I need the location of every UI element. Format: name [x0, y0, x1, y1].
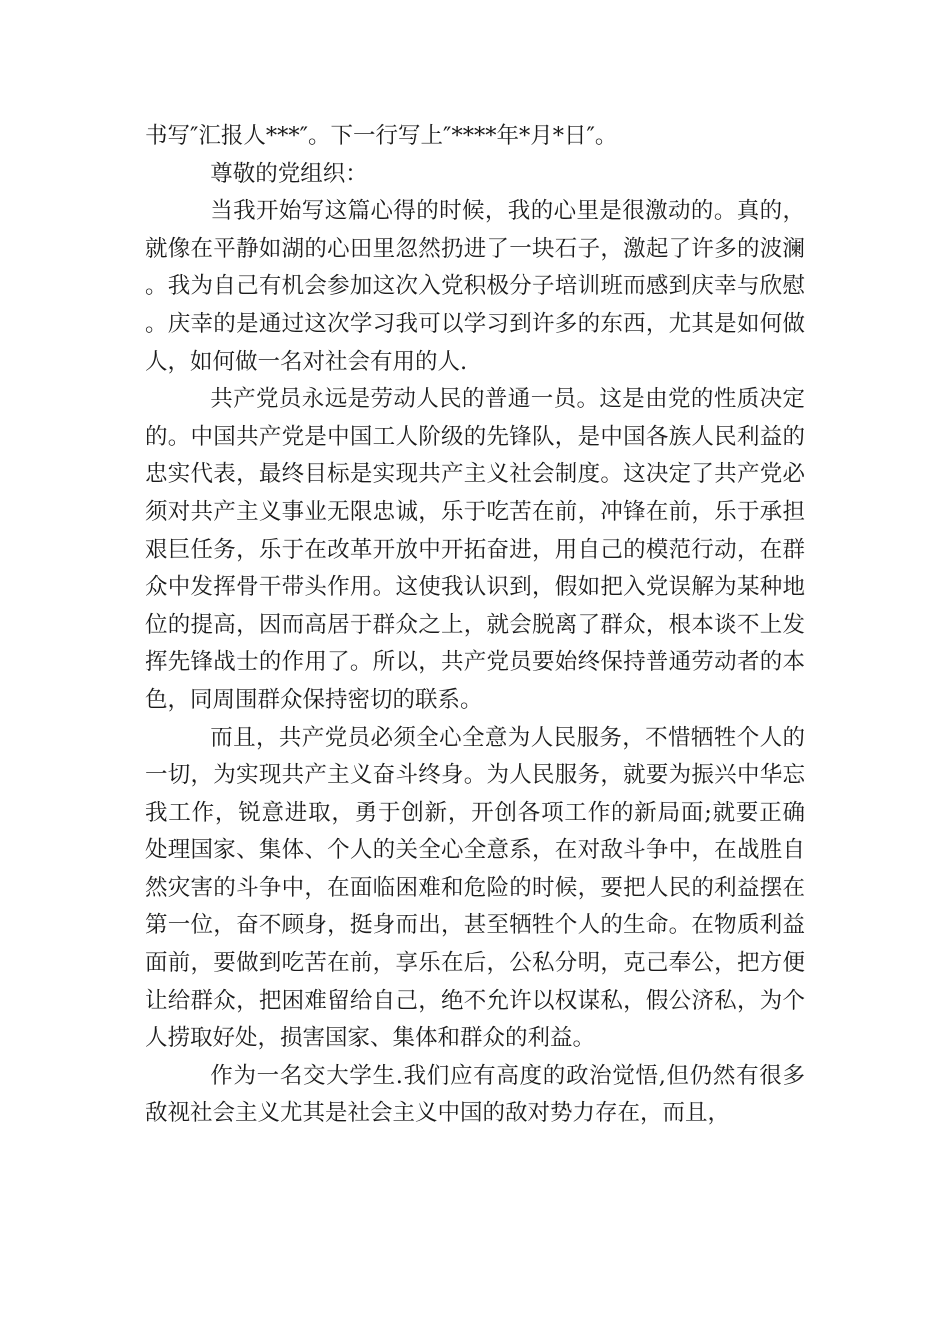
paragraph-intro: 当我开始写这篇心得的时候，我的心里是很激动的。真的，就像在平静如湖的心田里忽然扔进了一块石子，激起了许多的波澜。我为自己有机会参加这次入党积极分子培训班而感到庆幸与欣慰。庆幸的是通过这次学习我可以学习到许多的东西，尤其是如何做人，如何做一名对社会有用的人.: [145, 198, 805, 375]
paragraph-student-awareness: 作为一名交大学生.我们应有高度的政治觉悟,但仍然有很多敌视社会主义尤其是社会主义中国的敌对势力存在，而且，: [145, 1062, 805, 1127]
salutation: 尊敬的党组织：: [210, 160, 368, 187]
paragraph-heading-note: 书写″汇报人***″。下一行写上″****年*月*日″。: [145, 123, 618, 149]
paragraph-serve-the-people: 而且，共产党员必须全心全意为人民服务，不惜牺牲个人的一切，为实现共产主义奋斗终身。为人民服务，就要为振兴中华忘我工作，锐意进取，勇于创新，开创各项工作的新局面;就要正确处理国家、集体、个人的关全心全意系，在对敌斗争中，在战胜自然灾害的斗争中，在面临困难和危险的时候，要把人民的利益摆在第一位，奋不顾身，挺身而出，甚至牺牲个人的生命。在物质利益面前，要做到吃苦在前，享乐在后，公私分明，克己奉公，把方便让给群众，把困难留给自己，绝不允许以权谋私，假公济私，为个人捞取好处，损害国家、集体和群众的利益。: [145, 724, 805, 1052]
document-body: [145, 118, 805, 1133]
paragraph-party-member-ordinary: 共产党员永远是劳动人民的普通一员。这是由党的性质决定的。中国共产党是中国工人阶级的先锋队，是中国各族人民利益的忠实代表，最终目标是实现共产主义社会制度。这决定了共产党必须对共产主义事业无限忠诚，乐于吃苦在前，冲锋在前，乐于承担艰巨任务，乐于在改革开放中开拓奋进，用自己的模范行动，在群众中发挥骨干带头作用。这使我认识到，假如把入党误解为某种地位的提高，因而高居于群众之上，就会脱离了群众，根本谈不上发挥先锋战士的作用了。所以，共产党员要始终保持普通劳动者的本色，同周围群众保持密切的联系。: [145, 386, 805, 713]
